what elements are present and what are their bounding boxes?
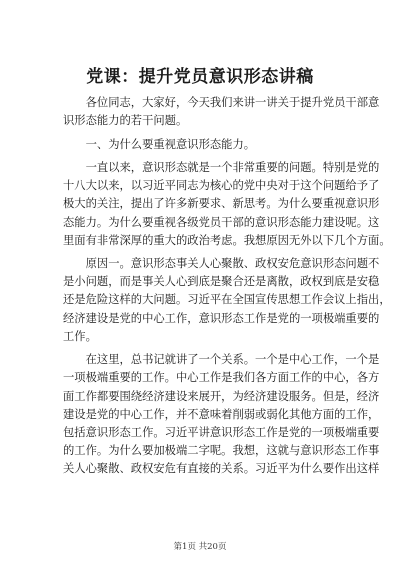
paragraph-line: 经济建设是党的中心工作，意识形态工作是党的一项极端重要的 [63,311,380,325]
paragraph-line: 十八大以来，以习近平同志为核心的党中央对于这个问题给予了 [63,179,380,193]
paragraph-line: 一直以来，意识形态就是一个非常重要的问题。特别是党的 [63,160,380,174]
paragraph-line: 还是危险这样的大问题。习近平在全国宣传思想工作会议上指出， [63,293,391,307]
paragraph-line: 包括意识形态工作。习近平讲意识形态工作是党的一项极端重要 [63,425,380,439]
paragraph-line: 工作。 [63,329,97,343]
paragraph-line: 的工作。为什么要加极端二字呢。我想，这就与意识形态工作事 [63,444,380,458]
paragraph-line: 建设是党的中心工作，并不意味着削弱或弱化其他方面的工作， [63,407,380,421]
section-heading: 一、为什么要重视意识形态能力。 [63,137,256,151]
paragraph-line: 在这里，总书记就讲了一个关系。一个是中心工作，一个是 [63,353,380,367]
paragraph-line: 态能力。为什么要重视各级党员干部的意识形态能力建设呢。这 [63,215,380,229]
document-title: 党课：提升党员意识形态讲稿 [86,67,314,87]
paragraph-line: 一项极端重要的工作。中心工作是我们各方面工作的中心，各方 [63,371,380,385]
paragraph-line: 原因一。意识形态事关人心聚散、政权安危意识形态问题不 [63,257,380,271]
paragraph-line: 各位同志，大家好，今天我们来讲一讲关于提升党员干部意 [63,96,380,109]
paragraph-line: 面工作都要围绕经济建设来展开，为经济建设服务。但是，经济 [63,389,380,403]
paragraph-line: 识形态能力的若干问题。 [63,114,188,128]
paragraph-line: 是小问题，而是事关人心到底是聚合还是离散，政权到底是安稳 [63,275,380,289]
page-number-footer: 第1页 共20页 [173,542,227,552]
paragraph-line: 极大的关注，提出了许多新要求、新思考。为什么要重视意识形 [63,197,380,211]
paragraph-line: 里面有非常深厚的重大的政治考虑。我想原因无外以下几个方面。 [63,233,391,247]
document-body [63,94,391,479]
paragraph-line: 关人心聚散、政权安危有直接的关系。习近平为什么要作出这样 [63,462,380,476]
